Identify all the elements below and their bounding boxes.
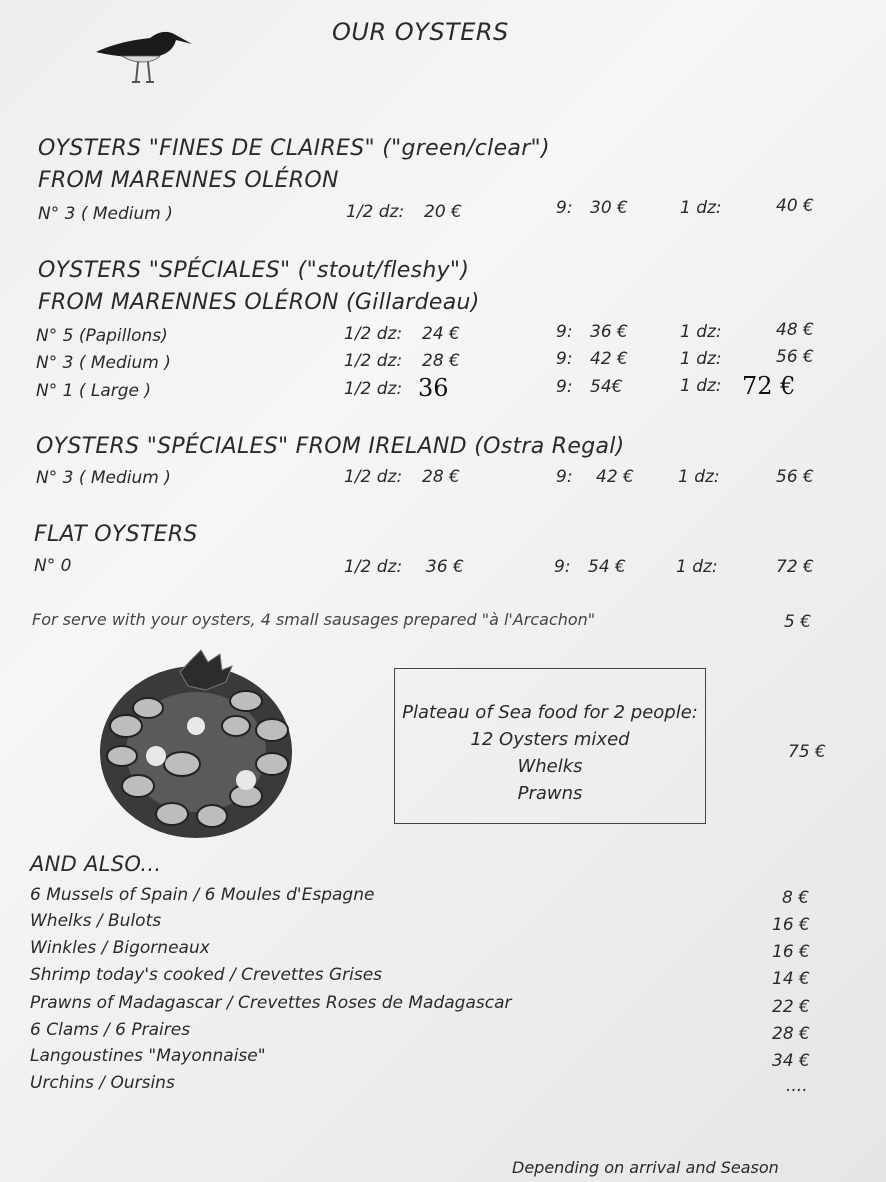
- row-speciales-n1-dozen-label: 1 dz:: [680, 376, 722, 396]
- extra-item-name: Shrimp today's cooked / Crevettes Grises: [30, 965, 383, 985]
- row-fines-n3-nine-price: 30 €: [590, 198, 628, 218]
- row-speciales-n5-dozen-label: 1 dz:: [680, 322, 722, 342]
- section-fines-de-claires-origin: FROM MARENNES OLÉRON: [38, 168, 339, 193]
- row-speciales-n5-dozen-price: 48 €: [776, 320, 814, 340]
- row-speciales-n1-name: N° 1 ( Large ): [36, 381, 152, 401]
- section-flat-oysters-title: FLAT OYSTERS: [34, 522, 198, 547]
- row-speciales-n1-nine-price: 54€: [590, 377, 623, 397]
- footer-note: Depending on arrival and Season: [512, 1158, 779, 1177]
- row-flat-n0-name: N° 0: [34, 556, 72, 576]
- extra-item-name: Urchins / Oursins: [30, 1073, 175, 1093]
- and-also-title: AND ALSO...: [30, 852, 162, 876]
- plateau-price: 75 €: [788, 742, 826, 762]
- row-ireland-n3-dozen-label: 1 dz:: [678, 467, 720, 487]
- extra-item-price: 22 €: [772, 997, 810, 1017]
- extra-item-name: Winkles / Bigorneaux: [30, 938, 210, 958]
- row-ireland-n3-nine-label: 9:: [556, 467, 573, 487]
- row-speciales-n5-nine-label: 9:: [556, 322, 573, 342]
- row-flat-n0-dozen-price: 72 €: [776, 557, 814, 577]
- row-speciales-n5-half-price: 24 €: [422, 324, 460, 344]
- row-flat-n0-half-label: 1/2 dz:: [344, 557, 403, 577]
- row-fines-n3-nine-label: 9:: [556, 198, 573, 218]
- plateau-item: 12 Oysters mixed: [470, 729, 630, 750]
- extra-item-price: 16 €: [772, 915, 810, 935]
- row-speciales-n5-half-label: 1/2 dz:: [344, 324, 403, 344]
- extra-item-name: Langoustines "Mayonnaise": [30, 1046, 266, 1066]
- plateau-title: Plateau of Sea food for 2 people:: [402, 702, 698, 723]
- section-ireland-title: OYSTERS "SPÉCIALES" FROM IRELAND (Ostra Regal): [36, 434, 625, 459]
- page-title: OUR OYSTERS: [332, 18, 509, 46]
- row-ireland-n3-dozen-price: 56 €: [776, 467, 814, 487]
- row-speciales-n3-name: N° 3 ( Medium ): [36, 353, 171, 373]
- plateau-item: Prawns: [517, 783, 583, 804]
- row-fines-n3-dozen-label: 1 dz:: [680, 198, 722, 218]
- extra-item-name: 6 Mussels of Spain / 6 Moules d'Espagne: [30, 885, 375, 905]
- row-flat-n0-half-price: 36 €: [426, 557, 464, 577]
- extra-item-price: 8 €: [782, 888, 810, 908]
- row-ireland-n3-name: N° 3 ( Medium ): [36, 468, 171, 488]
- row-speciales-n3-half-price: 28 €: [422, 351, 460, 371]
- sausages-price: 5 €: [784, 612, 812, 632]
- extra-item-price: 16 €: [772, 942, 810, 962]
- row-fines-n3-half-price: 20 €: [424, 202, 462, 222]
- extra-item-price: 14 €: [772, 969, 810, 989]
- row-speciales-n3-nine-price: 42 €: [590, 349, 628, 369]
- row-ireland-n3-half-label: 1/2 dz:: [344, 467, 403, 487]
- row-speciales-n3-dozen-label: 1 dz:: [680, 349, 722, 369]
- section-speciales-origin: FROM MARENNES OLÉRON (Gillardeau): [38, 290, 480, 315]
- row-speciales-n1-nine-label: 9:: [556, 377, 573, 397]
- plateau-item: Whelks: [517, 756, 583, 777]
- row-fines-n3-half-label: 1/2 dz:: [346, 202, 405, 222]
- oystercatcher-bird-icon: [92, 14, 196, 86]
- row-speciales-n3-nine-label: 9:: [556, 349, 573, 369]
- extra-item-price: 28 €: [772, 1024, 810, 1044]
- oyster-platter-photo: [96, 646, 306, 846]
- section-fines-de-claires-title: OYSTERS "FINES DE CLAIRES" ("green/clear"): [38, 136, 550, 161]
- plateau-box: [394, 668, 706, 824]
- row-fines-n3-dozen-price: 40 €: [776, 196, 814, 216]
- row-speciales-n3-half-label: 1/2 dz:: [344, 351, 403, 371]
- row-flat-n0-nine-price: 54 €: [588, 557, 626, 577]
- extra-item-price: 34 €: [772, 1051, 810, 1071]
- extra-item-name: 6 Clams / 6 Praires: [30, 1020, 191, 1040]
- row-flat-n0-dozen-label: 1 dz:: [676, 557, 718, 577]
- extra-item-price: ....: [786, 1076, 808, 1096]
- row-speciales-n1-dozen-price: 72 €: [742, 372, 796, 400]
- row-speciales-n1-half-label: 1/2 dz:: [344, 379, 403, 399]
- row-speciales-n3-dozen-price: 56 €: [776, 347, 814, 367]
- row-flat-n0-nine-label: 9:: [554, 557, 571, 577]
- row-ireland-n3-half-price: 28 €: [422, 467, 460, 487]
- row-fines-n3-name: N° 3 ( Medium ): [38, 204, 173, 224]
- row-speciales-n5-nine-price: 36 €: [590, 322, 628, 342]
- section-speciales-title: OYSTERS "SPÉCIALES" ("stout/fleshy"): [38, 258, 470, 283]
- sausages-text: For serve with your oysters, 4 small sausages prepared "à l'Arcachon": [32, 610, 596, 629]
- row-speciales-n5-name: N° 5 (Papillons): [36, 326, 168, 346]
- row-speciales-n1-half-price: 36: [418, 374, 449, 402]
- row-ireland-n3-nine-price: 42 €: [596, 467, 634, 487]
- extra-item-name: Whelks / Bulots: [30, 911, 162, 931]
- extra-item-name: Prawns of Madagascar / Crevettes Roses de Madagascar: [30, 993, 512, 1013]
